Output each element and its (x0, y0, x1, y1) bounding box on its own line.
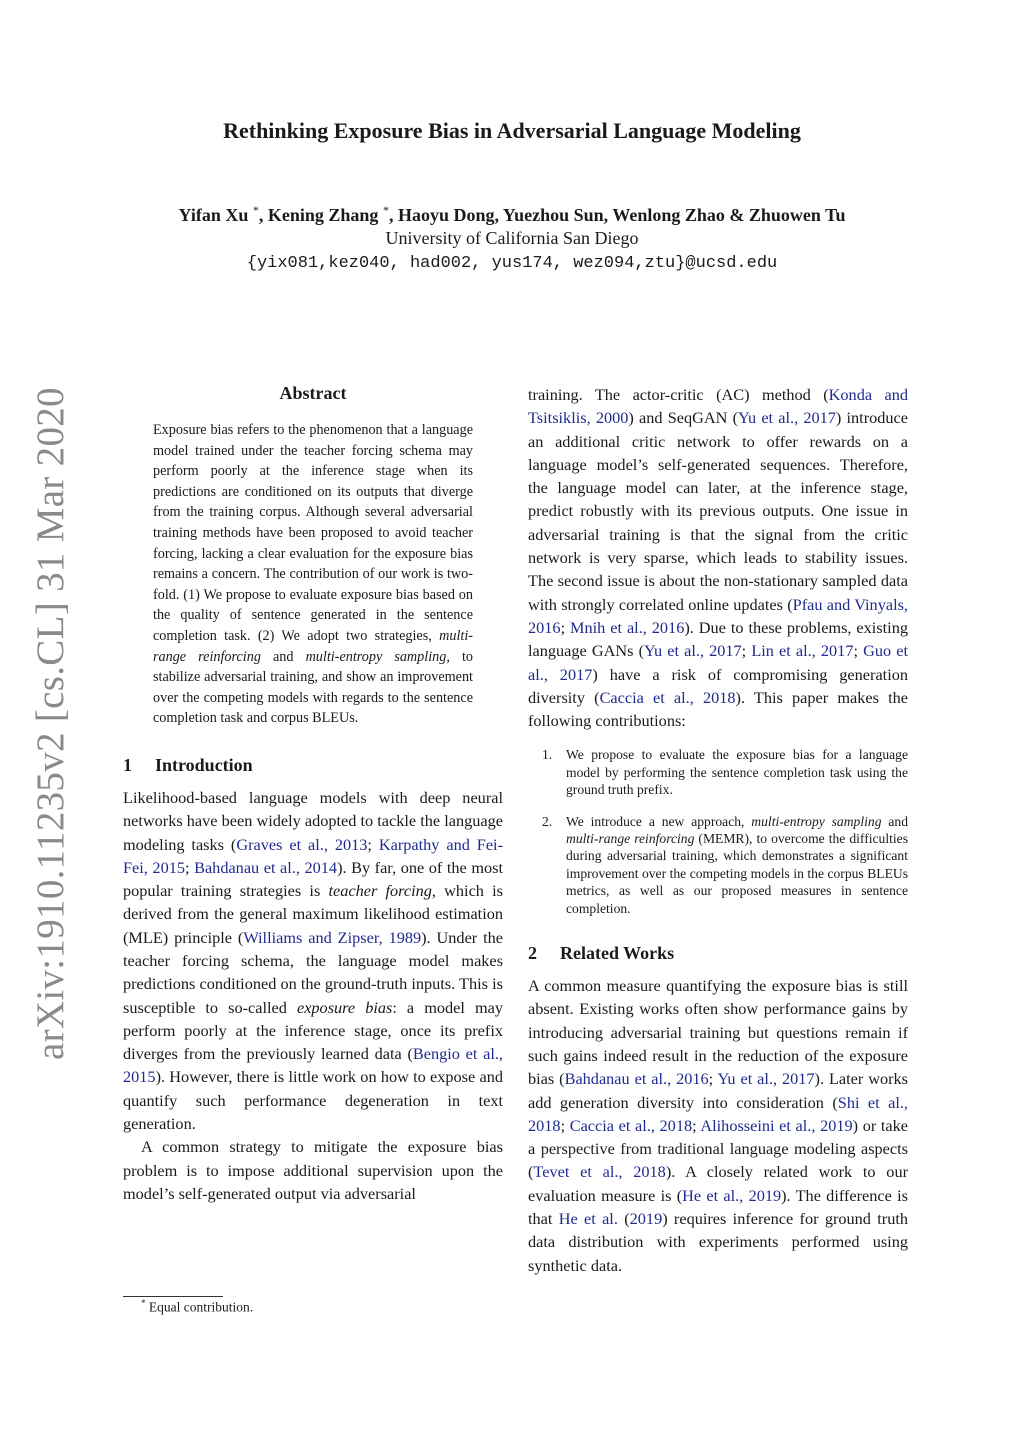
citation-link[interactable]: Karpathy and Fei-Fei, 2015 (123, 834, 504, 877)
arxiv-identifier-stamp: arXiv:1910.11235v2 [cs.CL] 31 Mar 2020 (29, 387, 72, 1060)
citation-link[interactable]: He et al., 2019 (682, 1185, 782, 1205)
footnote-text: Equal contribution. (145, 1299, 254, 1315)
citation-link[interactable]: Alihosseini et al., 2019 (700, 1115, 853, 1135)
citation-link[interactable]: Bahdanau et al., 2016 (564, 1069, 709, 1089)
intro-paragraph-2: A common strategy to mitigate the exposure bias problem is to impose additional supervision upon the model’s self-generated output via adversarial (123, 1137, 503, 1203)
list-item: 1. We propose to evaluate the exposure bias for a language model by performing the sentence completion task using the ground truth prefix. (542, 747, 908, 798)
section-heading-related-works: 2 Related Works (528, 943, 675, 964)
author-2: Kening Zhang (267, 205, 379, 225)
intro-paragraph-continued: training. The actor-critic (AC) method (Konda and Tsitsiklis, 2000) and SeqGAN (Yu et al., 2017) introduce an additional critic network to offer rewards on a language model’s self-generated sequences. Therefore, the language model can later, at the inference stage, predict robustly with its previous outputs. One issue in adversarial training is that the signal from the critic network is very sparse, which leads to stability issues. The second issue is about the non-stationary sampled data with strongly correlated online updates (Pfau and Vinyals, 2016; Mnih et al., 2016). Due to these problems, existing language GANs (Yu et al., 2017; Lin et al., 2017; Guo et al., 2017) have a risk of compromising generation diversity (Caccia et al., 2018). This paper makes the following contributions: (528, 385, 909, 731)
citation-link[interactable]: Shi et al., 2018 (528, 1092, 908, 1135)
citation-link[interactable]: Yu et al., 2017 (717, 1069, 815, 1089)
author-emails: {yix081,kez040, had002, yus174, wez094,ztu}@ucsd.edu (246, 254, 778, 273)
citation-link[interactable]: He et al. (558, 1209, 618, 1229)
citation-link[interactable]: Yu et al., 2017 (738, 408, 836, 428)
section-heading-introduction: 1 Introduction (123, 754, 253, 775)
paper-title: Rethinking Exposure Bias in Adversarial Language Modeling (223, 118, 801, 143)
citation-link[interactable]: 2019 (629, 1209, 663, 1229)
citation-link[interactable]: Pfau and Vinyals, 2016 (528, 594, 908, 637)
citation-link[interactable]: Tevet et al., 2018 (533, 1162, 666, 1182)
affiliation: University of California San Diego (385, 228, 639, 248)
author-1: Yifan Xu (178, 205, 249, 225)
citation-link[interactable]: Konda and Tsitsiklis, 2000 (528, 385, 908, 428)
citation-link[interactable]: Caccia et al., 2018 (599, 687, 736, 707)
intro-paragraph-1: Likelihood-based language models with deep neural networks have been widely adopted to tackle the language modeling tasks (Graves et al., 2013; Karpathy and Fei-Fei, 2015; Bahdanau et al., 2014). By far, one of the most popular training strategies is teacher forcing, which is derived from the general maximum likelihood estimation (MLE) principle (Williams and Zipser, 1989). Under the teacher forcing schema, the language model makes predictions conditioned on the ground-truth inputs. This is susceptible to so-called exposure bias: a model may perform poorly at the inference stage, once its prefix diverges from the previously learned data (Bengio et al., 2015). However, there is little work on how to expose and quantify such performance degeneration in text generation. (123, 787, 504, 1134)
author-list (0, 203, 1024, 226)
citation-link[interactable]: Yu et al., 2017 (644, 641, 742, 661)
list-item: 2. We introduce a new approach, multi-entropy sampling and multi-range reinforcing (MEMR), to overcome the difficulties during adversarial training, which demonstrates a significant improvement over the competing models in the corpus BLEUs metrics, as well as our proposed measures in sentence completion. (542, 813, 908, 916)
citation-link[interactable]: Bengio et al., 2015 (123, 1044, 503, 1087)
footnote-mark: * (141, 1298, 146, 1308)
equal-contribution-mark: * (382, 203, 389, 217)
contributions-list (528, 746, 908, 917)
footnote-divider (123, 1296, 223, 1297)
citation-link[interactable]: Mnih et al., 2016 (570, 617, 685, 637)
citation-link[interactable]: Williams and Zipser, 1989 (243, 927, 422, 947)
citation-link[interactable]: Lin et al., 2017 (751, 641, 854, 661)
equal-contribution-mark: * (252, 203, 259, 217)
citation-link[interactable]: Caccia et al., 2018 (569, 1115, 693, 1135)
right-column (528, 383, 908, 1277)
author-separator: , (258, 205, 268, 225)
abstract-text: Exposure bias refers to the phenomenon that a language model trained under the teacher forcing schema may perform poorly at the inference stage when its predictions are conditioned on its outputs that diverge from the training corpus. Although several adversarial training methods have been proposed to avoid teacher forcing, lacking a clear evaluation for the exposure bias remains a concern. The contribution of our work is two-fold. (1) We propose to evaluate exposure bias based on the quality of sentence generated in the sentence completion task. (2) We adopt two strategies, multi-range reinforcing and multi-entropy sampling, to stabilize adversarial training, and show an improvement over the competing models with regards to the sentence completion task and corpus BLEUs. (153, 422, 473, 727)
footnote (141, 1298, 253, 1316)
citation-link[interactable]: Bahdanau et al., 2014 (194, 857, 338, 877)
author-rest: , Haoyu Dong, Yuezhou Sun, Wenlong Zhao & Zhuowen Tu (388, 205, 846, 225)
related-works-paragraph: A common measure quantifying the exposure bias is still absent. Existing works often show performance gains by introducing adversarial training but questions remain if such gains indeed result in the reduction of the exposure bias (Bahdanau et al., 2016; Yu et al., 2017). Later works add generation diversity into consideration (Shi et al., 2018; Caccia et al., 2018; Alihosseini et al., 2019) or take a perspective from traditional language modeling aspects (Tevet et al., 2018). A closely related work to our evaluation measure is (He et al., 2019). The difference is that He et al. (2019) requires inference for ground truth data distribution with experiments performed using synthetic data. (528, 976, 909, 1275)
abstract-heading: Abstract (279, 383, 347, 403)
citation-link[interactable]: Graves et al., 2013 (236, 834, 368, 854)
citation-link[interactable]: Guo et al., 2017 (528, 641, 909, 684)
left-column (123, 383, 503, 1205)
